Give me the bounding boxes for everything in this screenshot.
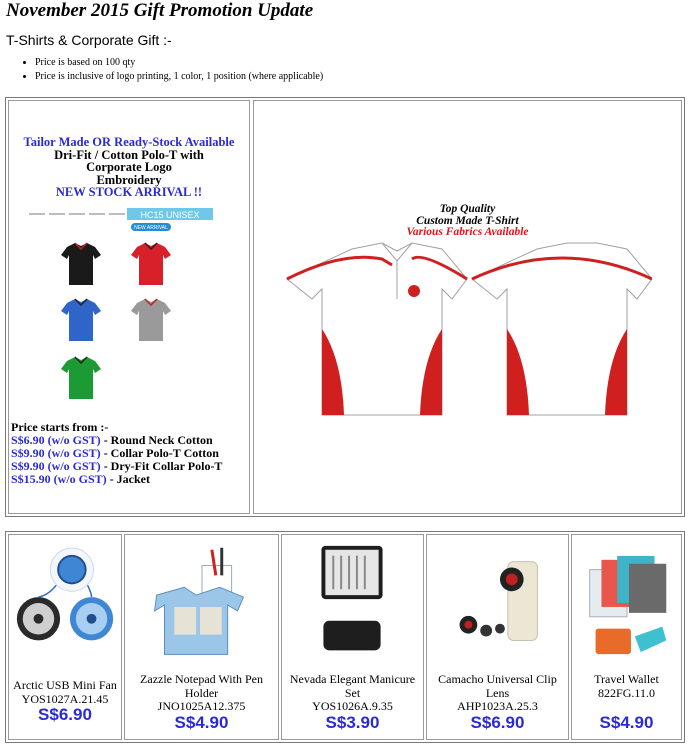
polo-line-logo: Corporate Logo <box>86 160 172 174</box>
price-description: - Collar Polo-T Cotton <box>100 446 219 460</box>
tshirt-promo-table <box>5 97 685 517</box>
polo-price-list <box>11 421 222 486</box>
product-code: AHP1023A.25.3 <box>457 699 538 713</box>
polo-line-drifit: Dri-Fit / Cotton Polo-T with <box>54 147 204 162</box>
usb-fan-icon <box>9 545 121 665</box>
product-price: S$3.90 <box>325 713 380 732</box>
product-price: S$4.90 <box>599 713 654 732</box>
product-code: YOS1027A.21.45 <box>21 692 109 706</box>
blue-polo-icon <box>61 299 101 341</box>
clip-lens-icon <box>427 545 568 665</box>
bullet-item: • Price is inclusive of logo printing, 1 color, 1 position (where applicable) <box>35 70 323 84</box>
price-value: S$9.90 (w/o GST) <box>11 446 101 460</box>
polo-color-grid <box>49 241 219 406</box>
product-price: S$4.90 <box>174 713 229 732</box>
price-value: S$15.90 (w/o GST) <box>11 472 107 486</box>
price-description: - Jacket <box>106 472 151 486</box>
manicure-set-icon <box>282 545 423 665</box>
tshirt-line-quality: Top Quality <box>439 203 496 215</box>
price-value: S$6.90 (w/o GST) <box>11 433 101 447</box>
product-name: Nevada Elegant Manicure Set <box>289 672 416 700</box>
black-polo-icon <box>61 243 101 285</box>
product-price: S$6.90 <box>470 713 525 732</box>
product-card[interactable] <box>8 534 122 740</box>
info-bullets <box>20 56 323 84</box>
tshirt-line-fabrics: Various Fabrics Available <box>406 226 529 238</box>
product-card[interactable] <box>571 534 682 740</box>
product-name: Camacho Universal Clip Lens <box>438 672 557 700</box>
tshirt-front-icon <box>287 243 467 415</box>
tshirt-line-custom: Custom Made T-Shirt <box>416 214 519 227</box>
grey-polo-icon <box>131 299 171 341</box>
custom-tshirt-illustration <box>282 239 652 419</box>
green-polo-icon <box>61 357 101 399</box>
product-code: 822FG.11.0 <box>598 686 655 700</box>
polo-line-embroidery: Embroidery <box>96 172 162 187</box>
notepad-pen-holder-icon <box>125 545 278 665</box>
price-value: S$9.90 (w/o GST) <box>11 459 101 473</box>
tshirt-back-icon <box>472 243 652 415</box>
page-title: November 2015 Gift Promotion Update <box>6 0 314 21</box>
product-code: JNO1025A12.375 <box>157 699 246 713</box>
polo-line-new-stock: NEW STOCK ARRIVAL !! <box>55 185 203 199</box>
polo-line-tailor-made: Tailor Made OR Ready-Stock Available <box>23 135 235 149</box>
polo-promo-cell <box>8 100 250 514</box>
polo-promo-header <box>9 136 249 199</box>
price-heading: Price starts from :- <box>11 420 109 434</box>
bullet-item: • Price is based on 100 qty <box>35 56 323 70</box>
banner-badge: NEW ARRIVAL <box>134 225 168 231</box>
section-subtitle: T-Shirts & Corporate Gift :- <box>6 32 172 48</box>
product-card[interactable] <box>281 534 424 740</box>
price-description: - Dry-Fit Collar Polo-T <box>100 459 223 473</box>
banner-label: HC15 UNISEX <box>140 210 200 220</box>
travel-wallet-icon <box>572 545 681 665</box>
red-polo-icon <box>131 243 171 285</box>
tshirt-promo-header <box>254 204 681 239</box>
price-row <box>11 473 222 486</box>
product-price: S$6.90 <box>38 705 92 724</box>
price-description: - Round Neck Cotton <box>100 433 213 447</box>
product-code: YOS1026A.9.35 <box>312 699 393 713</box>
product-name: Zazzle Notepad With Pen Holder <box>140 672 263 700</box>
product-name: Travel Wallet <box>594 672 659 686</box>
product-card[interactable] <box>426 534 569 740</box>
product-name: Arctic USB Mini Fan <box>13 678 117 692</box>
product-card[interactable] <box>124 534 279 740</box>
gift-products-table <box>5 531 685 743</box>
tshirt-promo-cell <box>253 100 682 514</box>
hc15-banner <box>29 208 235 232</box>
